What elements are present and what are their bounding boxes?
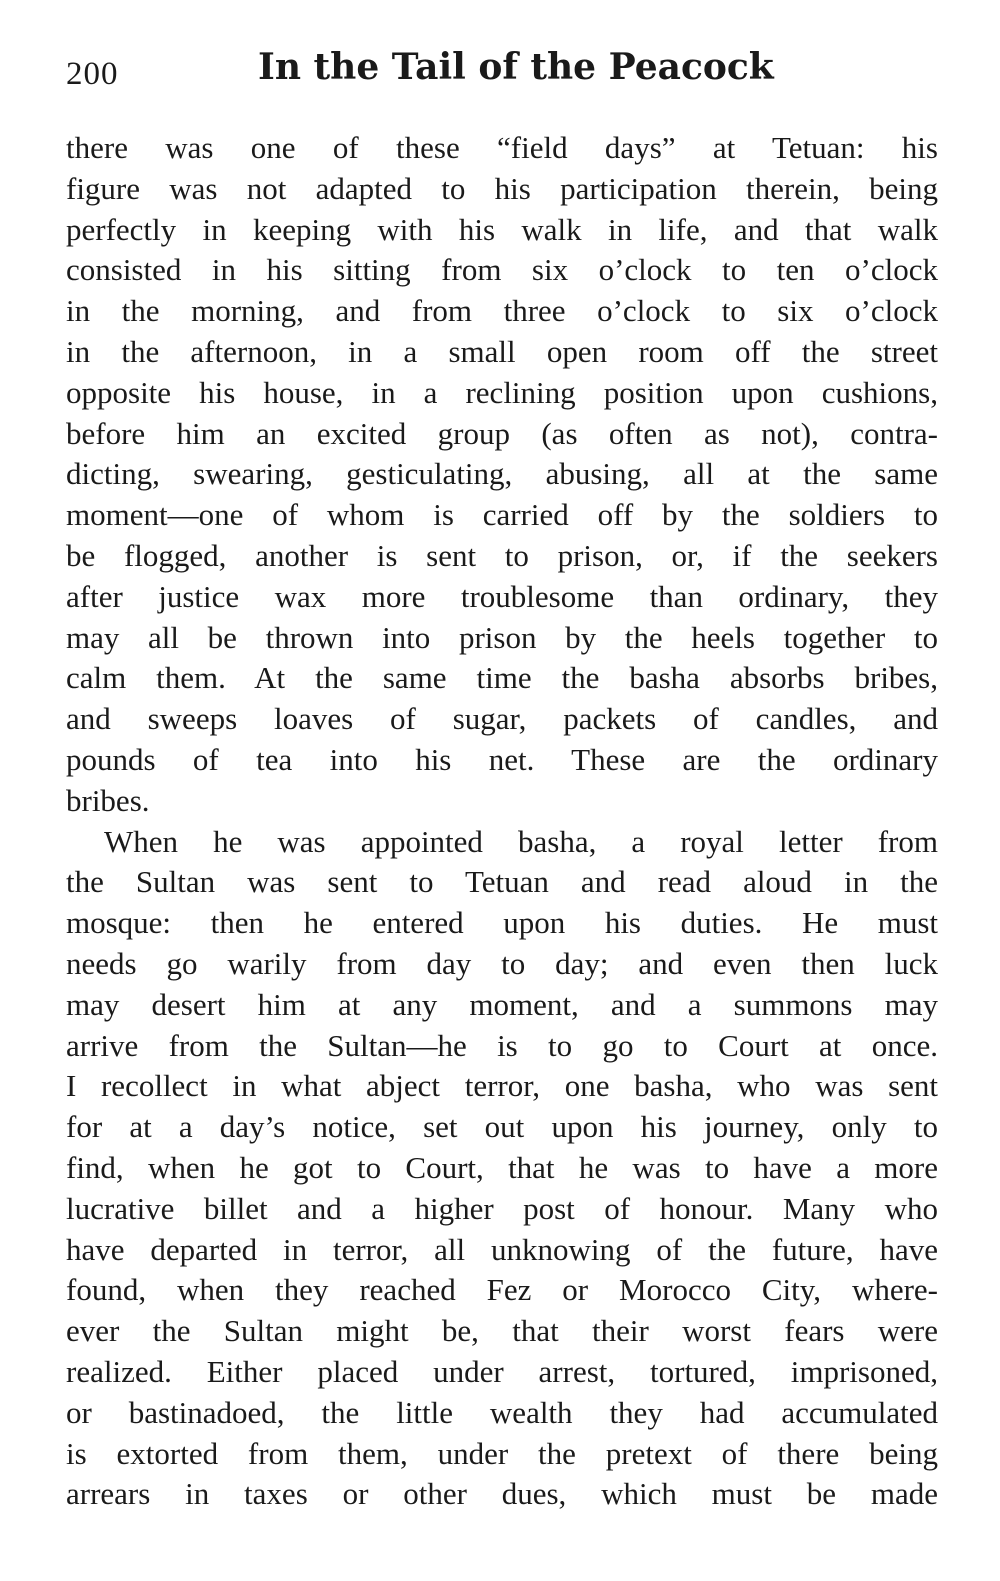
text-line: opposite his house, in a reclining position upon cushions,: [66, 374, 938, 410]
text-line: needs go warily from day to day; and even then luck: [66, 945, 938, 981]
text-line: or bastinadoed, the little wealth they had accumulated: [66, 1394, 938, 1430]
text-line: there was one of these “field days” at Tetuan: his: [66, 130, 938, 165]
text-line: may all be thrown into prison by the heels together to: [66, 619, 938, 655]
text-line: for at a day’s notice, set out upon his journey, only to: [66, 1109, 938, 1145]
text-line: find, when he got to Court, that he was to have a more: [66, 1149, 938, 1185]
paragraph-1: [66, 128, 938, 822]
body-text: [66, 128, 938, 1515]
text-line: consisted in his sitting from six o’clock to ten o’clock: [66, 252, 938, 288]
text-line: lucrative billet and a higher post of honour. Many who: [66, 1190, 938, 1226]
text-line: pounds of tea into his net. These are the ordinary: [66, 741, 938, 777]
text-line: in the afternoon, in a small open room off the street: [66, 333, 938, 369]
text-line: dicting, swearing, gesticulating, abusing, all at the same: [66, 456, 938, 492]
text-line: figure was not adapted to his participation therein, being: [66, 170, 938, 206]
text-line: in the morning, and from three o’clock to six o’clock: [66, 293, 938, 329]
text-line: perfectly in keeping with his walk in life, and that walk: [66, 211, 938, 247]
running-title: In the Tail of the Peacock: [258, 46, 774, 88]
text-line: arrears in taxes or other dues, which must be made: [66, 1476, 938, 1512]
text-line: may desert him at any moment, and a summons may: [66, 986, 938, 1022]
text-line: before him an excited group (as often as not), contra-: [66, 415, 938, 451]
text-line: be flogged, another is sent to prison, or, if the seekers: [66, 537, 938, 573]
text-line: arrive from the Sultan—he is to go to Court at once.: [66, 1027, 938, 1063]
text-line: ever the Sultan might be, that their worst fears were: [66, 1313, 938, 1349]
text-line: calm them. At the same time the basha absorbs bribes,: [66, 660, 938, 696]
page-number: 200: [66, 56, 119, 92]
text-line: after justice wax more troublesome than ordinary, they: [66, 578, 938, 614]
text-line: bribes.: [66, 782, 150, 818]
paragraph-2: [66, 822, 938, 1516]
text-line: When he was appointed basha, a royal letter from: [104, 823, 938, 859]
text-line: I recollect in what abject terror, one basha, who was sent: [66, 1068, 938, 1104]
text-line: mosque: then he entered upon his duties. He must: [66, 905, 938, 941]
text-line: realized. Either placed under arrest, tortured, imprisoned,: [66, 1353, 938, 1389]
text-line: have departed in terror, all unknowing of the future, have: [66, 1231, 938, 1267]
text-line: the Sultan was sent to Tetuan and read aloud in the: [66, 864, 938, 900]
page-header: [66, 46, 938, 102]
text-line: is extorted from them, under the pretext of there being: [66, 1435, 938, 1471]
text-line: moment—one of whom is carried off by the soldiers to: [66, 497, 938, 533]
text-line: found, when they reached Fez or Morocco City, where-: [66, 1272, 938, 1308]
text-line: and sweeps loaves of sugar, packets of candles, and: [66, 701, 938, 737]
